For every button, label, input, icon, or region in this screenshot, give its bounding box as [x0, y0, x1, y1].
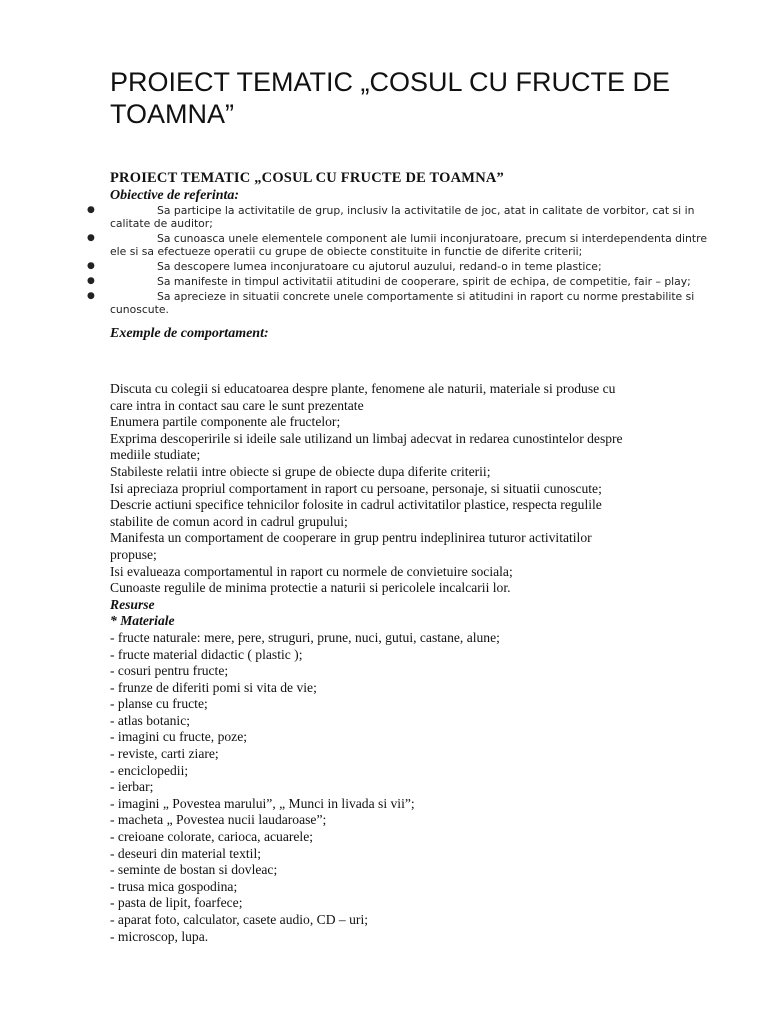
material-line: - imagini cu fructe, poze; [110, 729, 248, 745]
materials-heading: * Materiale [110, 613, 175, 629]
objectives-heading: Obiective de referinta: [110, 188, 240, 203]
list-item [87, 290, 715, 316]
material-line: - fructe material didactic ( plastic ); [110, 646, 303, 662]
objective-text: Sa aprecieze in situatii concrete unele comportamente si atitudini in raport cu norme prestabilite si cunoscute. [110, 290, 695, 316]
bullet-icon: ● [87, 276, 95, 286]
body-text [110, 381, 720, 945]
material-line: - fructe naturale: mere, pere, struguri, prune, nuci, gutui, castane, alune; [110, 629, 500, 645]
body-line: Descrie actiuni specifice tehnicilor folosite in cadrul activitatilor plastice, respecta regulile [110, 497, 602, 513]
body-line: Cunoaste regulile de minima protectie a naturii si pericolele incalcarii lor. [110, 580, 511, 596]
material-line: - imagini „ Povestea marului”, „ Munci in livada si vii”; [110, 795, 415, 811]
body-line: Discuta cu colegii si educatoarea despre plante, fenomene ale naturii, materiale si produse cu [110, 381, 616, 396]
resources-heading: Resurse [110, 596, 155, 612]
objectives-list [87, 204, 715, 318]
material-line: - seminte de bostan si dovleac; [110, 862, 278, 878]
material-line: - ierbar; [110, 779, 154, 795]
body-line: propuse; [110, 546, 157, 562]
body-line: care intra in contact sau care le sunt prezentate [110, 397, 364, 413]
material-line: - trusa mica gospodina; [110, 878, 238, 894]
body-line: stabilite de comun acord in cadrul grupului; [110, 513, 348, 529]
page-title: PROIECT TEMATIC „COSUL CU FRUCTE DE TOAMNA” [110, 67, 671, 129]
list-item [87, 204, 715, 230]
body-line: Isi evalueaza comportamentul in raport cu normele de convietuire sociala; [110, 563, 513, 579]
bullet-icon: ● [87, 233, 95, 243]
objective-text: Sa manifeste in timpul activitatii atitudini de cooperare, spirit de echipa, de competitie, fair – play; [157, 275, 691, 288]
body-line: mediile studiate; [110, 447, 201, 463]
material-line: - macheta „ Povestea nucii laudaroase”; [110, 812, 327, 828]
material-line: - planse cu fructe; [110, 696, 208, 712]
list-item [87, 275, 715, 288]
body-line: Isi apreciaza propriul comportament in raport cu persoane, personaje, si situatii cunoscute; [110, 480, 602, 496]
body-line: Enumera partile componente ale fructelor; [110, 414, 341, 430]
body-line: Exprima descoperirile si ideile sale utilizand un limbaj adecvat in redarea cunostintelor despre [110, 430, 623, 446]
behaviour-heading: Exemple de comportament: [110, 326, 269, 341]
list-item [87, 260, 715, 273]
material-line: - microscop, lupa. [110, 928, 209, 944]
bullet-icon: ● [87, 205, 95, 215]
material-line: - deseuri din material textil; [110, 845, 261, 861]
body-line: Manifesta un comportament de cooperare in grup pentru indeplinirea tuturor activitatilor [110, 530, 592, 546]
material-line: - pasta de lipit, foarfece; [110, 895, 243, 911]
list-item [87, 232, 715, 258]
material-line: - creioane colorate, carioca, acuarele; [110, 829, 314, 845]
objective-text: Sa participe la activitatile de grup, inclusiv la activitatile de joc, atat in calitate de vorbitor, cat si in calitate de auditor; [110, 204, 695, 230]
body-line: Stabileste relatii intre obiecte si grupe de obiecte dupa diferite criterii; [110, 463, 491, 479]
material-line: - frunze de diferiti pomi si vita de vie; [110, 679, 317, 695]
material-line: - enciclopedii; [110, 762, 189, 778]
material-line: - atlas botanic; [110, 712, 191, 728]
objective-text: Sa descopere lumea inconjuratoare cu ajutorul auzului, redand-o in teme plastice; [157, 260, 602, 273]
material-line: - reviste, carti ziare; [110, 746, 219, 762]
objective-text: Sa cunoasca unele elementele component ale lumii inconjuratoare, precum si interdependenta dintre ele si sa efectueze operatii cu grupe de obiecte constituite in functie de diferite criterii; [110, 232, 707, 258]
material-line: - cosuri pentru fructe; [110, 663, 229, 679]
bullet-icon: ● [87, 291, 95, 301]
section-title: PROIECT TEMATIC „COSUL CU FRUCTE DE TOAMNA” [110, 170, 504, 186]
material-line: - aparat foto, calculator, casete audio, CD – uri; [110, 912, 369, 927]
bullet-icon: ● [87, 261, 95, 271]
